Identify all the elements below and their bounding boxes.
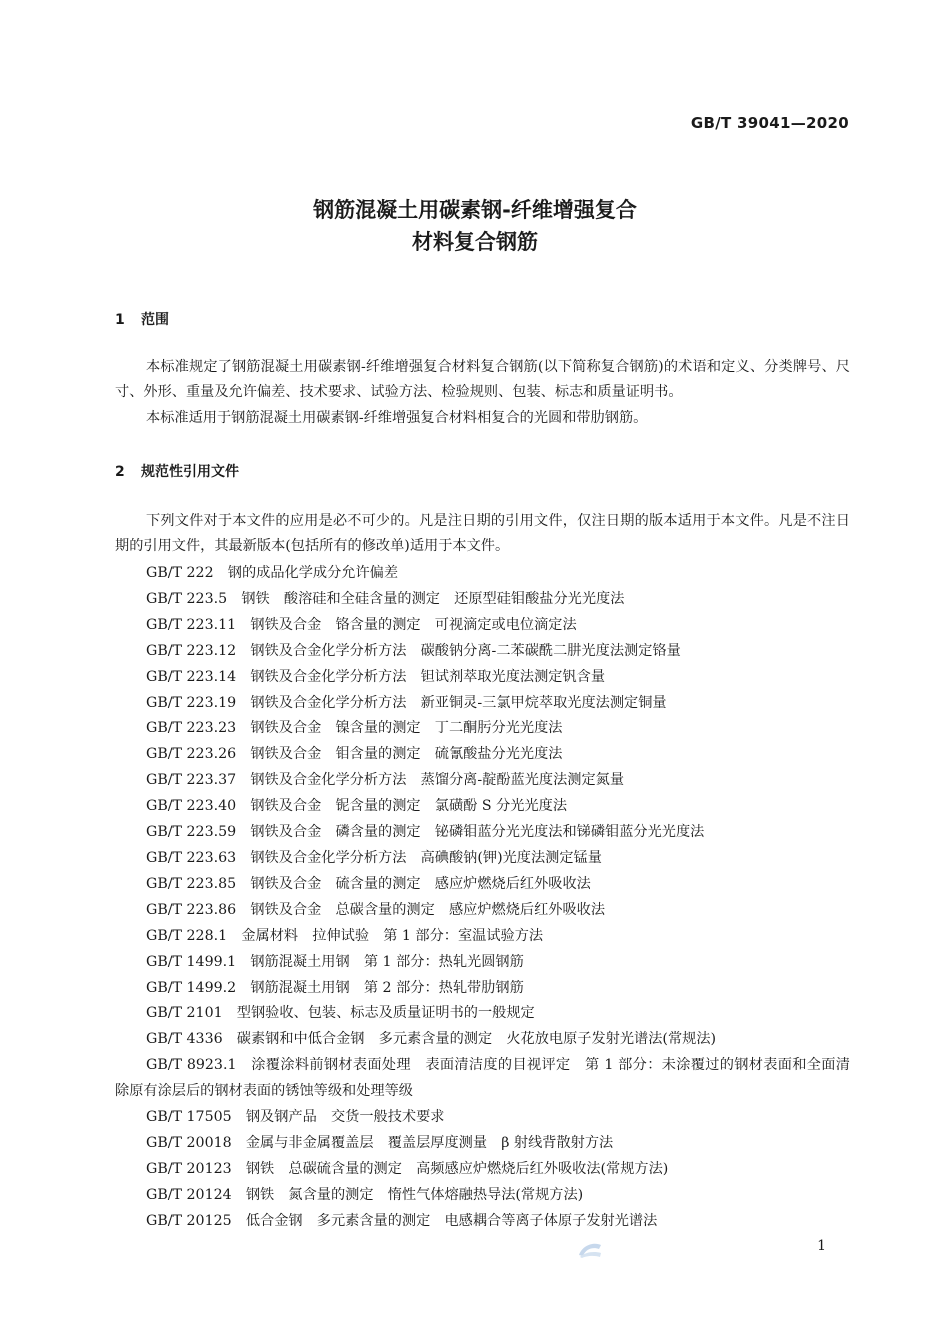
standard-code: GB/T 39041—2020: [690, 114, 849, 132]
reference-item: GB/T 20018 金属与非金属覆盖层 覆盖层厚度测量 β 射线背散射方法: [146, 1134, 614, 1151]
reference-item: GB/T 1499.1 钢筋混凝土用钢 第 1 部分：热轧光圆钢筋: [146, 953, 524, 970]
reference-item: GB/T 2101 型钢验收、包装、标志及质量证明书的一般规定: [146, 1005, 535, 1022]
reference-item: GB/T 20125 低合金钢 多元素含量的测定 电感耦合等离子体原子发射光谱法: [146, 1212, 658, 1229]
section-1-number: 1: [115, 312, 125, 328]
reference-item: GB/T 222 钢的成品化学成分允许偏差: [146, 565, 399, 581]
sac-logo-icon: [577, 1242, 603, 1259]
section-1-title: 范围: [141, 312, 169, 328]
reference-item: GB/T 20124 钢铁 氮含量的测定 惰性气体熔融热导法(常规方法): [146, 1186, 584, 1203]
reference-item: GB/T 223.63 钢铁及合金化学分析方法 高碘酸钠(钾)光度法测定锰量: [146, 849, 602, 866]
reference-item: GB/T 223.5 钢铁 酸溶硅和全硅含量的测定 还原型硅钼酸盐分光光度法: [146, 590, 625, 607]
reference-item: GB/T 223.59 钢铁及合金 磷含量的测定 铋磷钼蓝分光光度法和锑磷钼蓝分光光度法: [146, 824, 705, 841]
section-2-number: 2: [115, 464, 125, 480]
reference-item: GB/T 223.19 钢铁及合金化学分析方法 新亚铜灵-三氯甲烷萃取光度法测定铜量: [146, 694, 667, 711]
reference-item: GB/T 223.85 钢铁及合金 硫含量的测定 感应炉燃烧后红外吸收法: [146, 875, 591, 892]
title-line-2: 材料复合钢筋: [412, 230, 538, 254]
document-title: [0, 194, 950, 258]
section-1-paragraph-1: 本标准规定了钢筋混凝土用碳素钢-纤维增强复合材料复合钢筋(以下简称复合钢筋)的术语和定义、分类牌号、尺寸、外形、重量及允许偏差、技术要求、试验方法、检验规则、包装、标志和质量证明书。: [115, 359, 850, 400]
section-2-intro: 下列文件对于本文件的应用是必不可少的。凡是注日期的引用文件，仅注日期的版本适用于本文件。凡是不注日期的引用文件，其最新版本(包括所有的修改单)适用于本文件。: [115, 513, 850, 554]
title-line-1: 钢筋混凝土用碳素钢-纤维增强复合: [313, 198, 637, 222]
reference-item: GB/T 17505 钢及钢产品 交货一般技术要求: [146, 1109, 445, 1126]
section-2-title: 规范性引用文件: [141, 464, 239, 480]
reference-item: GB/T 223.26 钢铁及合金 钼含量的测定 硫氰酸盐分光光度法: [146, 746, 563, 763]
reference-item: GB/T 8923.1 涂覆涂料前钢材表面处理 表面清洁度的目视评定 第 1 部分：未涂覆过的钢材表面和全面清除原有涂层后的钢材表面的锈蚀等级和处理等级: [115, 1057, 850, 1100]
page-number: 1: [817, 1238, 826, 1254]
reference-item: GB/T 223.11 钢铁及合金 铬含量的测定 可视滴定或电位滴定法: [146, 616, 577, 633]
reference-item: GB/T 223.86 钢铁及合金 总碳含量的测定 感应炉燃烧后红外吸收法: [146, 901, 606, 918]
reference-item: GB/T 223.40 钢铁及合金 铌含量的测定 氯磺酚 S 分光光度法: [146, 798, 568, 815]
reference-item: GB/T 1499.2 钢筋混凝土用钢 第 2 部分：热轧带肋钢筋: [146, 979, 524, 996]
reference-item: GB/T 223.37 钢铁及合金化学分析方法 蒸馏分离-靛酚蓝光度法测定氮量: [146, 772, 625, 789]
section-2-heading: [115, 461, 239, 481]
reference-item: GB/T 228.1 金属材料 拉伸试验 第 1 部分：室温试验方法: [146, 927, 544, 944]
reference-item: GB/T 4336 碳素钢和中低合金钢 多元素含量的测定 火花放电原子发射光谱法(常规法): [146, 1031, 717, 1048]
section-1-heading: [115, 309, 169, 329]
reference-item: GB/T 223.12 钢铁及合金化学分析方法 碳酸钠分离-二苯碳酰二肼光度法测定铬量: [146, 642, 681, 659]
reference-item: GB/T 223.14 钢铁及合金化学分析方法 钽试剂萃取光度法测定钒含量: [146, 668, 606, 685]
reference-item: GB/T 20123 钢铁 总碳硫含量的测定 高频感应炉燃烧后红外吸收法(常规方法): [146, 1160, 669, 1177]
reference-item: GB/T 223.23 钢铁及合金 镍含量的测定 丁二酮肟分光光度法: [146, 720, 563, 737]
section-1-paragraph-2: 本标准适用于钢筋混凝土用碳素钢-纤维增强复合材料相复合的光圆和带肋钢筋。: [146, 410, 648, 426]
reference-list: [115, 561, 850, 1235]
